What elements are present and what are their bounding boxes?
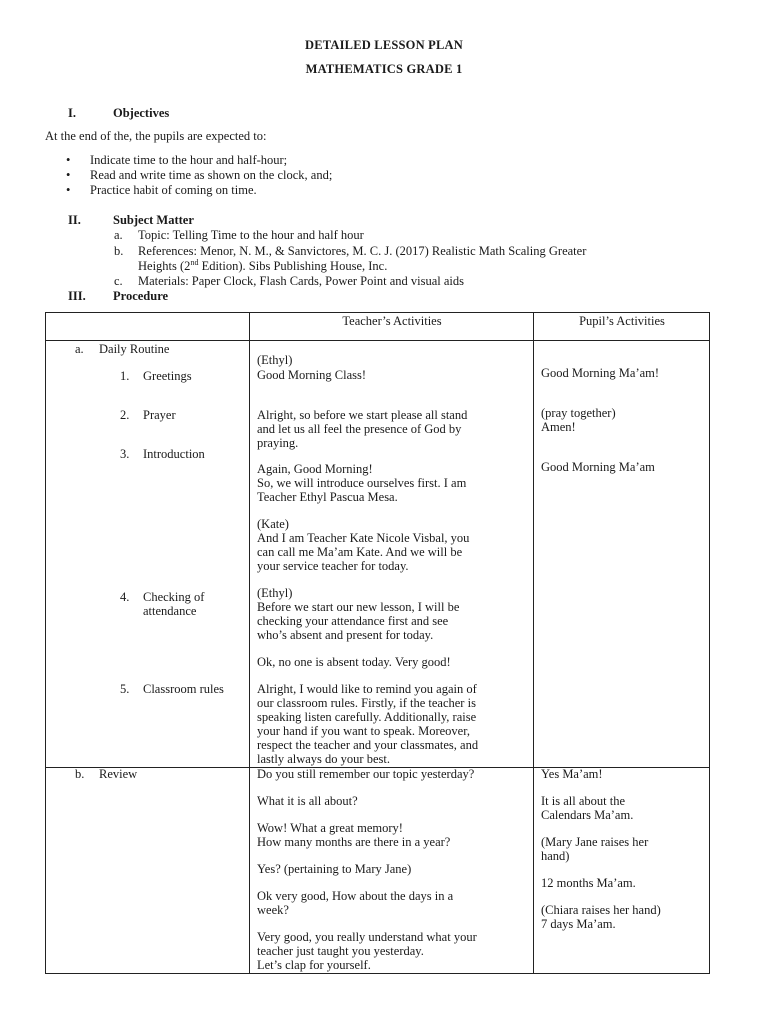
references-text-before: Heights (2 [138,259,191,273]
pupil-line: 12 months Ma’am. [541,876,636,890]
pupil-line: (Mary Jane raises her [541,835,649,849]
table-header-row [46,313,710,341]
objective-item: Indicate time to the hour and half-hour; [90,153,288,167]
teacher-line: Yes? (pertaining to Mary Jane) [257,862,412,876]
teacher-line: Good Morning Class! [257,368,367,382]
teacher-line: our classroom rules. Firstly, if the teacher is [257,696,476,710]
pupil-line: Amen! [541,420,576,434]
teacher-line: Wow! What a great memory! [257,821,403,835]
subject-item-materials: Materials: Paper Clock, Flash Cards, Power Point and visual aids [138,274,465,288]
section-heading-subject-matter: Subject Matter [113,213,194,227]
teacher-line: respect the teacher and your classmates, and [257,738,479,752]
step-label-checking: Checking of [143,590,205,604]
step-number: 2. [120,408,130,422]
teacher-line: your hand if you want to speak. Moreover, [257,724,470,738]
review-marker: b. [75,767,85,781]
edition-superscript: nd [190,257,199,267]
teacher-line: who’s absent and present for today. [257,628,434,642]
objective-item: Practice habit of coming on time. [90,183,257,197]
pupil-line: Good Morning Ma’am [541,460,655,474]
header-cell-pupil [534,313,710,341]
teacher-line: praying. [257,436,299,450]
review-teacher-cell [250,768,534,974]
teacher-line: (Ethyl) [257,586,293,600]
review-label-cell [46,768,250,974]
teacher-line: Alright, I would like to remind you again of [257,682,477,696]
step-label-classroom-rules: Classroom rules [143,682,224,696]
header-cell-teacher [250,313,534,341]
step-number: 1. [120,369,130,383]
step-label-greetings: Greetings [143,369,192,383]
objectives-intro: At the end of the, the pupils are expected to: [45,129,267,143]
step-label-attendance: attendance [143,604,197,618]
teacher-line: How many months are there in a year? [257,835,451,849]
section-numeral-procedure: III. [68,289,86,303]
step-number: 5. [120,682,130,696]
review-pupil-cell [534,768,710,974]
pupil-line: 7 days Ma’am. [541,917,616,931]
bullet-marker: • [66,168,71,182]
teacher-line: What it is all about? [257,794,358,808]
teacher-line: Alright, so before we start please all stand [257,408,468,422]
table-row-daily-routine [46,341,710,768]
pupil-line: Calendars Ma’am. [541,808,634,822]
teacher-line: speaking listen carefully. Additionally, raise [257,710,477,724]
bullet-marker: • [66,183,71,197]
teacher-line: Before we start our new lesson, I will be [257,600,460,614]
objective-item: Read and write time as shown on the clock, and; [90,168,333,182]
teacher-line: week? [257,903,289,917]
teacher-line: And I am Teacher Kate Nicole Visbal, you [257,531,470,545]
procedure-table [45,312,710,974]
teacher-line: and let us all feel the presence of God by [257,422,462,436]
header-label-pupil: Pupil’s Activities [579,314,665,328]
teacher-line: Do you still remember our topic yesterday? [257,767,475,781]
bullet-marker: • [66,153,71,167]
step-label-introduction: Introduction [143,447,205,461]
daily-routine-steps-cell [46,341,250,768]
document-title: DETAILED LESSON PLAN [305,38,463,52]
teacher-line: Again, Good Morning! [257,462,373,476]
section-numeral-objectives: I. [68,106,76,120]
pupil-line: It is all about the [541,794,626,808]
teacher-line: can call me Ma’am Kate. And we will be [257,545,463,559]
pupil-line: Good Morning Ma’am! [541,366,660,380]
references-text-after: Edition). Sibs Publishing House, Inc. [198,259,388,273]
section-heading-objectives: Objectives [113,106,170,120]
section-heading-procedure: Procedure [113,289,169,303]
teacher-line: Very good, you really understand what your [257,930,477,944]
teacher-line: teacher just taught you yesterday. [257,944,424,958]
subject-item-marker: a. [114,228,123,242]
teacher-line: your service teacher for today. [257,559,409,573]
pupil-line: hand) [541,849,570,863]
teacher-line: Ok, no one is absent today. Very good! [257,655,451,669]
teacher-line: lastly always do your best. [257,752,390,766]
subject-item-references-cont [138,259,387,274]
review-label: Review [99,767,138,781]
daily-routine-marker: a. [75,342,84,356]
teacher-line: (Ethyl) [257,353,293,367]
teacher-line: checking your attendance first and see [257,614,449,628]
daily-routine-pupil-cell [534,341,710,768]
teacher-line: (Kate) [257,517,289,531]
header-cell-empty [46,313,250,341]
pupil-line: Yes Ma’am! [541,767,603,781]
subject-item-marker: b. [114,244,124,258]
subject-item-marker: c. [114,274,123,288]
subject-item-topic: Topic: Telling Time to the hour and half hour [138,228,364,242]
step-label-prayer: Prayer [143,408,176,422]
table-row-review [46,768,710,974]
header-label-teacher: Teacher’s Activities [342,314,442,328]
section-numeral-subject-matter: II. [68,213,81,227]
teacher-line: Teacher Ethyl Pascua Mesa. [257,490,398,504]
teacher-line: So, we will introduce ourselves first. I am [257,476,467,490]
teacher-line: Ok very good, How about the days in a [257,889,454,903]
subject-item-references: References: Menor, N. M., & Sanvictores, M. C. J. (2017) Realistic Math Scaling Greater [138,244,587,258]
daily-routine-teacher-cell [250,341,534,768]
document-subtitle: MATHEMATICS GRADE 1 [305,62,463,76]
teacher-line: Let’s clap for yourself. [257,958,371,972]
pupil-line: (Chiara raises her hand) [541,903,661,917]
step-number: 4. [120,590,130,604]
daily-routine-label: Daily Routine [99,342,170,356]
step-number: 3. [120,447,130,461]
pupil-line: (pray together) [541,406,616,420]
